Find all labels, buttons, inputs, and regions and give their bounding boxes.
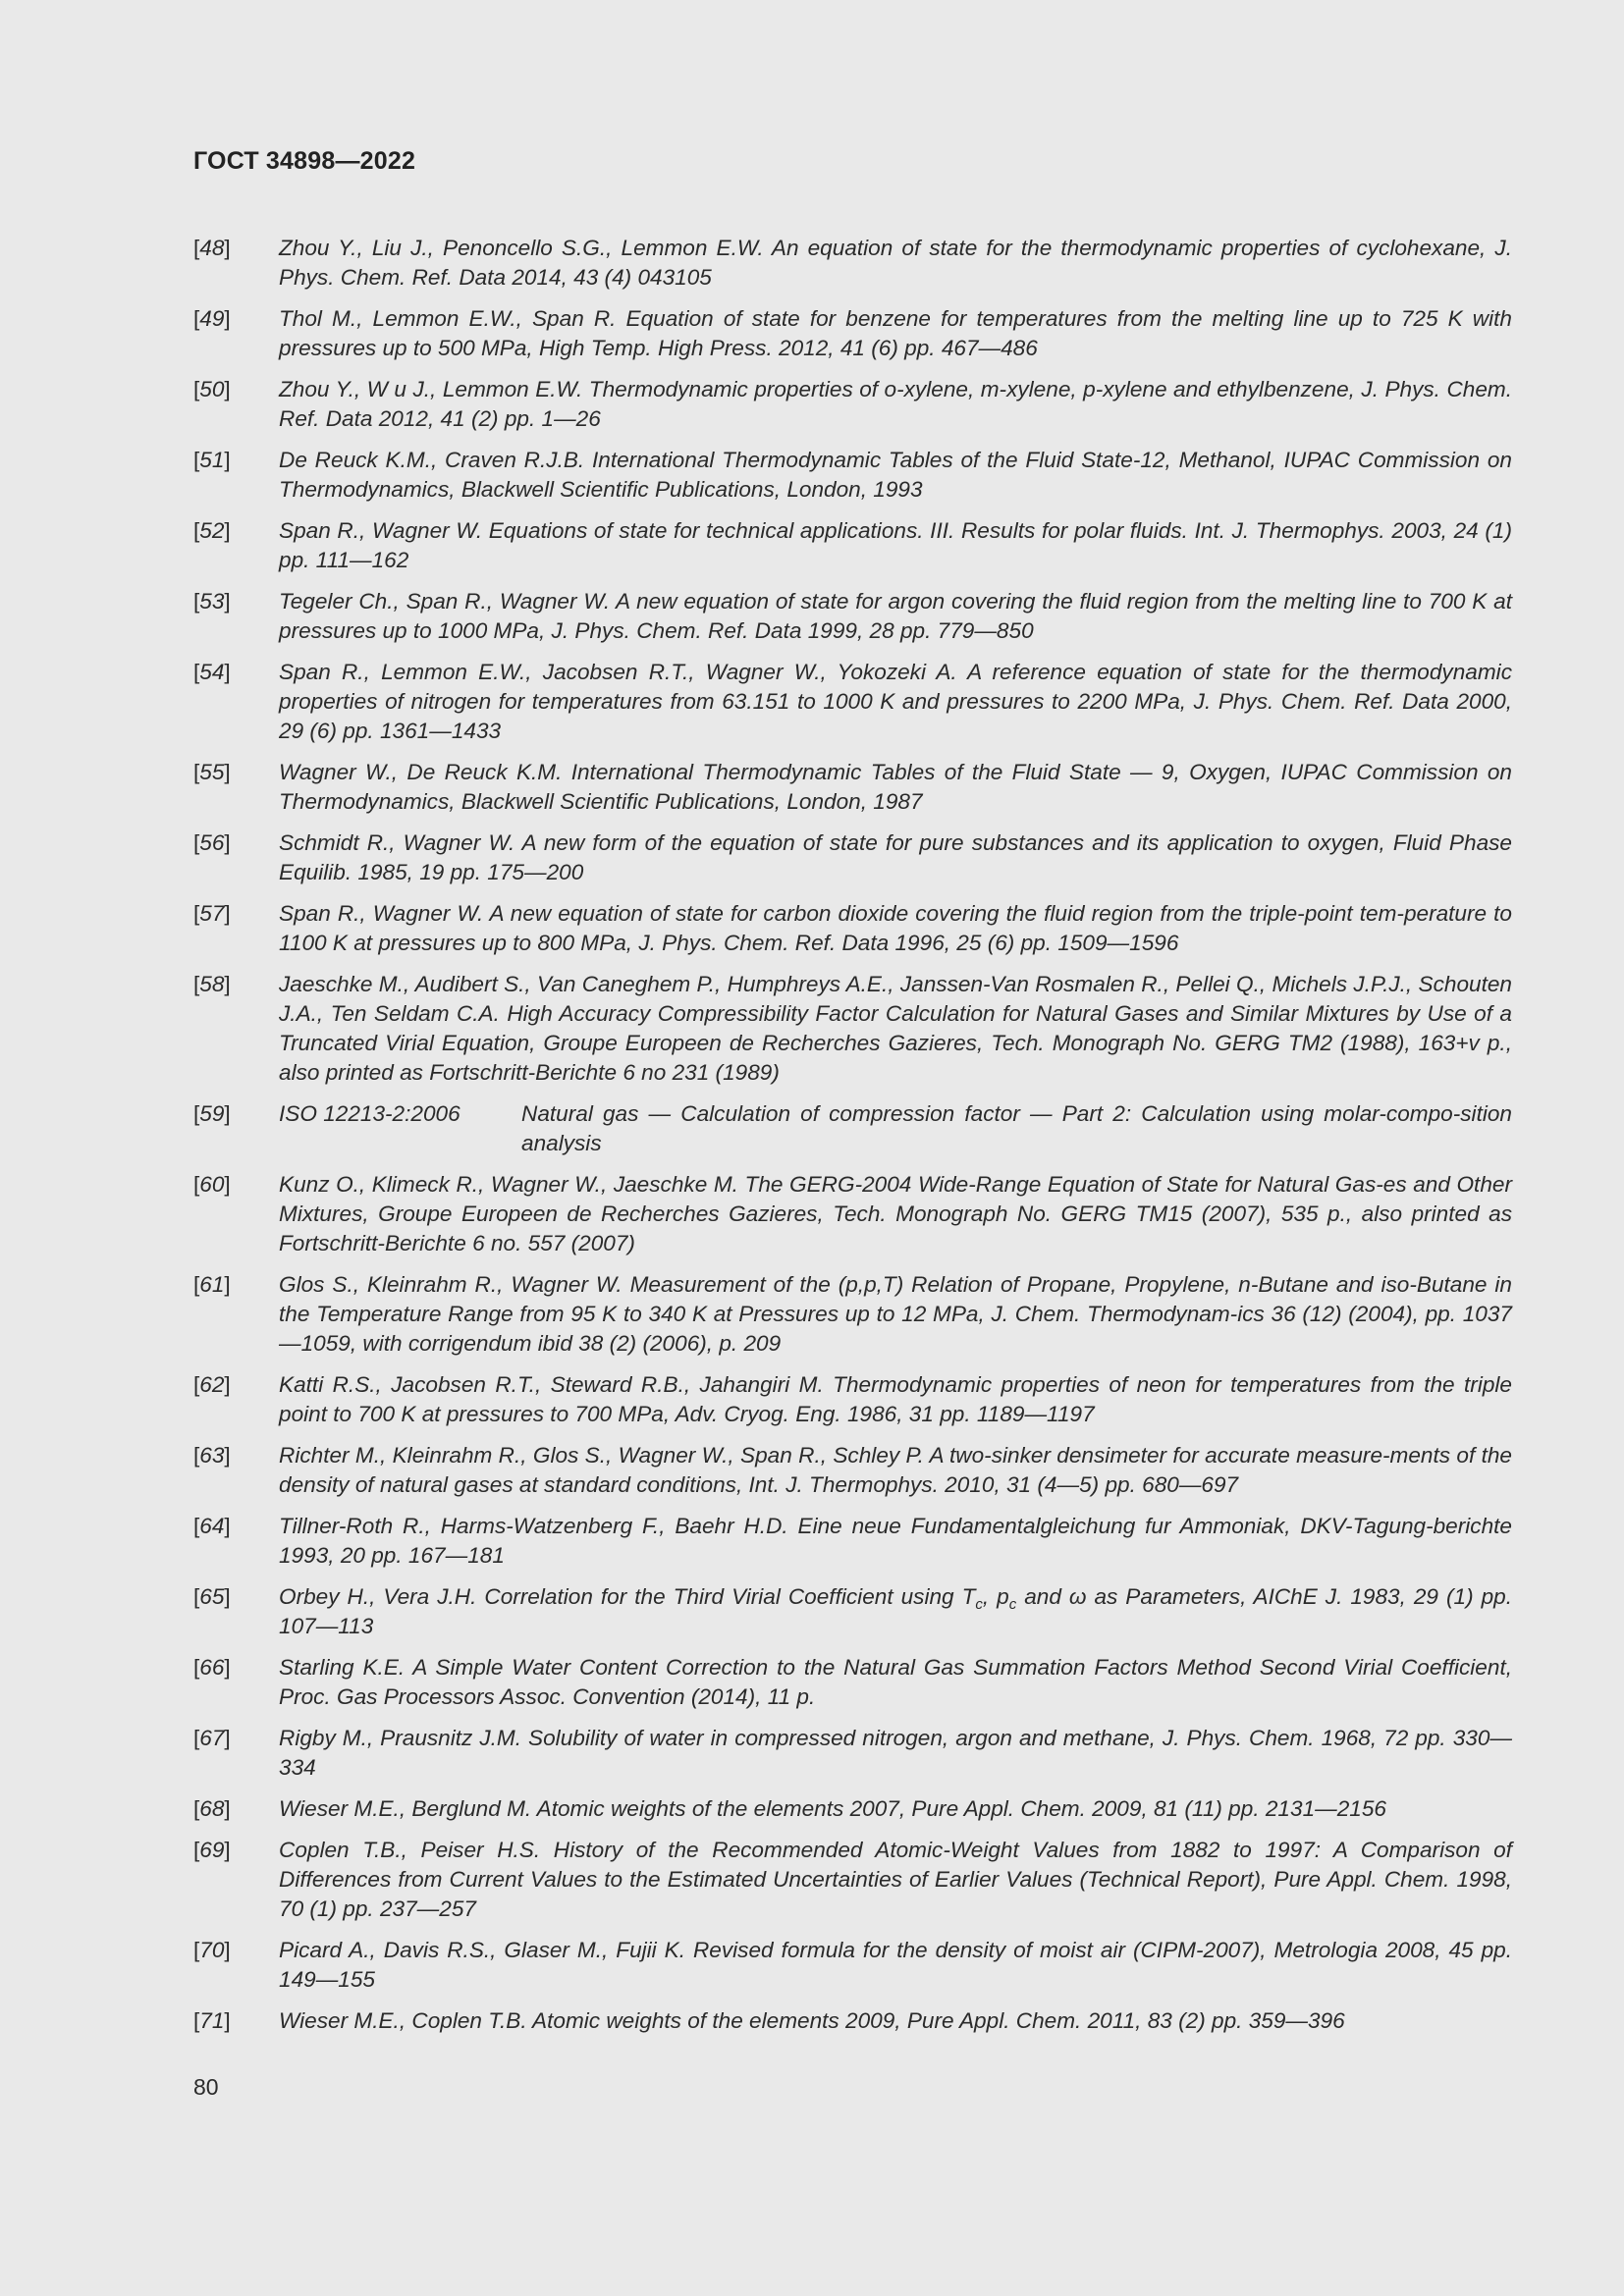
reference-text: Kunz O., Klimeck R., Wagner W., Jaeschke M. The GERG-2004 Wide-Range Equation of State for Natural Gas-es and Other Mixtures, Groupe Europeen de Recherches Gazieres, Tech. Monograph No. GERG TM15 (2007), 535 p., also printed as Fortschritt-Berichte 6 no. 557 (2007) xyxy=(279,1172,1512,1255)
reference-item xyxy=(193,1370,1512,1429)
reference-number: [68] xyxy=(193,1796,231,1821)
reference-item xyxy=(193,899,1512,958)
reference-text: Span R., Lemmon E.W., Jacobsen R.T., Wagner W., Yokozeki A. A reference equation of state for the thermodynamic properties of nitrogen for temperatures from 63.151 to 1000 K and pressures to 2200 MPa, J. Phys. Chem. Ref. Data 2000, 29 (6) pp. 1361—1433 xyxy=(279,660,1512,743)
reference-number: [59] xyxy=(193,1101,231,1126)
reference-number: [67] xyxy=(193,1726,231,1750)
reference-item xyxy=(193,1512,1512,1571)
document-header: ГОСТ 34898—2022 xyxy=(193,147,416,175)
reference-item xyxy=(193,516,1512,575)
reference-number: [60] xyxy=(193,1172,231,1197)
reference-number: [58] xyxy=(193,972,231,996)
reference-item xyxy=(193,587,1512,646)
standard-title: Natural gas — Calculation of compression factor — Part 2: Calculation using molar-compo-sition analysis xyxy=(521,1101,1512,1155)
reference-item xyxy=(193,1794,1512,1824)
reference-item xyxy=(193,1836,1512,1924)
reference-number: [64] xyxy=(193,1514,231,1538)
reference-number: [50] xyxy=(193,377,231,401)
reference-item xyxy=(193,1441,1512,1500)
reference-text-with-subscripts: Orbey H., Vera J.H. Correlation for the Third Virial Coefficient using $T_c$, $p_c$ and ω as Parameters, AIChE J. 1983, 29 (1) pp. 107—113 xyxy=(279,1584,1512,1638)
reference-text: Wieser M.E., Berglund M. Atomic weights of the elements 2007, Pure Appl. Chem. 2009, 81 (11) pp. 2131—2156 xyxy=(279,1796,1386,1821)
reference-text: Tillner-Roth R., Harms-Watzenberg F., Baehr H.D. Eine neue Fundamentalgleichung fur Ammoniak, DKV-Tagung-berichte 1993, 20 pp. 167—181 xyxy=(279,1514,1512,1568)
reference-list xyxy=(193,234,1512,2048)
reference-item xyxy=(193,375,1512,434)
reference-number: [52] xyxy=(193,518,231,543)
reference-number: [55] xyxy=(193,760,231,784)
reference-number: [63] xyxy=(193,1443,231,1468)
reference-item xyxy=(193,1270,1512,1359)
reference-number: [57] xyxy=(193,901,231,926)
reference-number: [49] xyxy=(193,306,231,331)
reference-number: [53] xyxy=(193,589,231,614)
reference-item xyxy=(193,1724,1512,1783)
reference-item xyxy=(193,1936,1512,1995)
reference-number: [56] xyxy=(193,830,231,855)
page-number: 80 xyxy=(193,2074,219,2100)
reference-text: Wagner W., De Reuck K.M. International Thermodynamic Tables of the Fluid State — 9, Oxygen, IUPAC Commission on Thermodynamics, Blackwell Scientific Publications, London, 1987 xyxy=(279,760,1512,814)
reference-number: [71] xyxy=(193,2008,231,2033)
reference-number: [70] xyxy=(193,1938,231,1962)
reference-text: Coplen T.B., Peiser H.S. History of the Recommended Atomic-Weight Values from 1882 to 1997: A Comparison of Differences from Current Values to the Estimated Uncertainties of Earlier Values (Technical Report), Pure Appl. Chem. 1998, 70 (1) pp. 237—257 xyxy=(279,1838,1512,1921)
reference-item xyxy=(193,2006,1512,2036)
reference-number: [48] xyxy=(193,236,231,260)
standard-code: ISO 12213-2:2006 xyxy=(279,1101,460,1126)
standard-reference xyxy=(279,1099,1512,1158)
reference-text: Span R., Wagner W. Equations of state for technical applications. III. Results for polar fluids. Int. J. Thermophys. 2003, 24 (1) pp. 111—162 xyxy=(279,518,1512,572)
reference-number: [69] xyxy=(193,1838,231,1862)
reference-item xyxy=(193,446,1512,505)
reference-text: Zhou Y., W u J., Lemmon E.W. Thermodynamic properties of o-xylene, m-xylene, p-xylene and ethylbenzene, J. Phys. Chem. Ref. Data 2012, 41 (2) pp. 1—26 xyxy=(279,377,1512,431)
reference-item xyxy=(193,1582,1512,1641)
reference-item xyxy=(193,758,1512,817)
reference-text: Wieser M.E., Coplen T.B. Atomic weights of the elements 2009, Pure Appl. Chem. 2011, 83 (2) pp. 359—396 xyxy=(279,2008,1345,2033)
reference-text: Starling K.E. A Simple Water Content Correction to the Natural Gas Summation Factors Method Second Virial Coefficient, Proc. Gas Processors Assoc. Convention (2014), 11 p. xyxy=(279,1655,1512,1709)
reference-item xyxy=(193,828,1512,887)
reference-item xyxy=(193,1653,1512,1712)
reference-number: [62] xyxy=(193,1372,231,1397)
reference-text: Jaeschke M., Audibert S., Van Caneghem P., Humphreys A.E., Janssen-Van Rosmalen R., Pellei Q., Michels J.P.J., Schouten J.A., Ten Seldam C.A. High Accuracy Compressibility Factor Calculation for Natural Gases and Similar Mixtures by Use of a Truncated Virial Equation, Groupe Europeen de Recherches Gazieres, Tech. Monograph No. GERG TM2 (1988), 163+v p., also printed as Fortschritt-Berichte 6 no 231 (1989) xyxy=(279,972,1512,1085)
reference-text: Glos S., Kleinrahm R., Wagner W. Measurement of the (p,p,T) Relation of Propane, Propylene, n-Butane and iso-Butane in the Temperature Range from 95 K to 340 K at Pressures up to 12 MPa, J. Chem. Thermodynam-ics 36 (12) (2004), pp. 1037—1059, with corrigendum ibid 38 (2) (2006), p. 209 xyxy=(279,1272,1512,1356)
reference-number: [51] xyxy=(193,448,231,472)
reference-text: Zhou Y., Liu J., Penoncello S.G., Lemmon E.W. An equation of state for the thermodynamic properties of cyclohexane, J. Phys. Chem. Ref. Data 2014, 43 (4) 043105 xyxy=(279,236,1512,290)
reference-item xyxy=(193,234,1512,293)
subscript: c xyxy=(1008,1596,1017,1613)
reference-text: Span R., Wagner W. A new equation of state for carbon dioxide covering the fluid region from the triple-point tem-perature to 1100 K at pressures up to 800 MPa, J. Phys. Chem. Ref. Data 1996, 25 (6) pp. 1509—1596 xyxy=(279,901,1512,955)
reference-text: De Reuck K.M., Craven R.J.B. International Thermodynamic Tables of the Fluid State-12, Methanol, IUPAC Commission on Thermodynamics, Blackwell Scientific Publications, London, 1993 xyxy=(279,448,1512,502)
reference-number: [66] xyxy=(193,1655,231,1680)
reference-text: Tegeler Ch., Span R., Wagner W. A new equation of state for argon covering the fluid region from the melting line to 700 K at pressures up to 1000 MPa, J. Phys. Chem. Ref. Data 1999, 28 pp. 779—850 xyxy=(279,589,1512,643)
reference-item xyxy=(193,658,1512,746)
reference-text: Katti R.S., Jacobsen R.T., Steward R.B., Jahangiri M. Thermodynamic properties of neon for temperatures from the triple point to 700 K at pressures to 700 MPa, Adv. Cryog. Eng. 1986, 31 pp. 1189—1197 xyxy=(279,1372,1512,1426)
reference-text: Schmidt R., Wagner W. A new form of the equation of state for pure substances and its application to oxygen, Fluid Phase Equilib. 1985, 19 pp. 175—200 xyxy=(279,830,1512,884)
reference-item xyxy=(193,1170,1512,1258)
reference-text: Picard A., Davis R.S., Glaser M., Fujii K. Revised formula for the density of moist air (CIPM-2007), Metrologia 2008, 45 pp. 149—155 xyxy=(279,1938,1512,1992)
reference-text: Richter M., Kleinrahm R., Glos S., Wagner W., Span R., Schley P. A two-sinker densimeter for accurate measure-ments of the density of natural gases at standard conditions, Int. J. Thermophys. 2010, 31 (4—5) pp. 680—697 xyxy=(279,1443,1512,1497)
reference-number: [65] xyxy=(193,1584,231,1609)
reference-number: [54] xyxy=(193,660,231,684)
reference-text: Rigby M., Prausnitz J.M. Solubility of water in compressed nitrogen, argon and methane, J. Phys. Chem. 1968, 72 pp. 330—334 xyxy=(279,1726,1512,1780)
reference-item xyxy=(193,304,1512,363)
subscript: c xyxy=(975,1596,983,1613)
reference-item xyxy=(193,970,1512,1088)
reference-item xyxy=(193,1099,1512,1158)
reference-number: [61] xyxy=(193,1272,231,1297)
reference-text: Thol M., Lemmon E.W., Span R. Equation of state for benzene for temperatures from the melting line up to 725 K with pressures up to 500 MPa, High Temp. High Press. 2012, 41 (6) pp. 467—486 xyxy=(279,306,1512,360)
